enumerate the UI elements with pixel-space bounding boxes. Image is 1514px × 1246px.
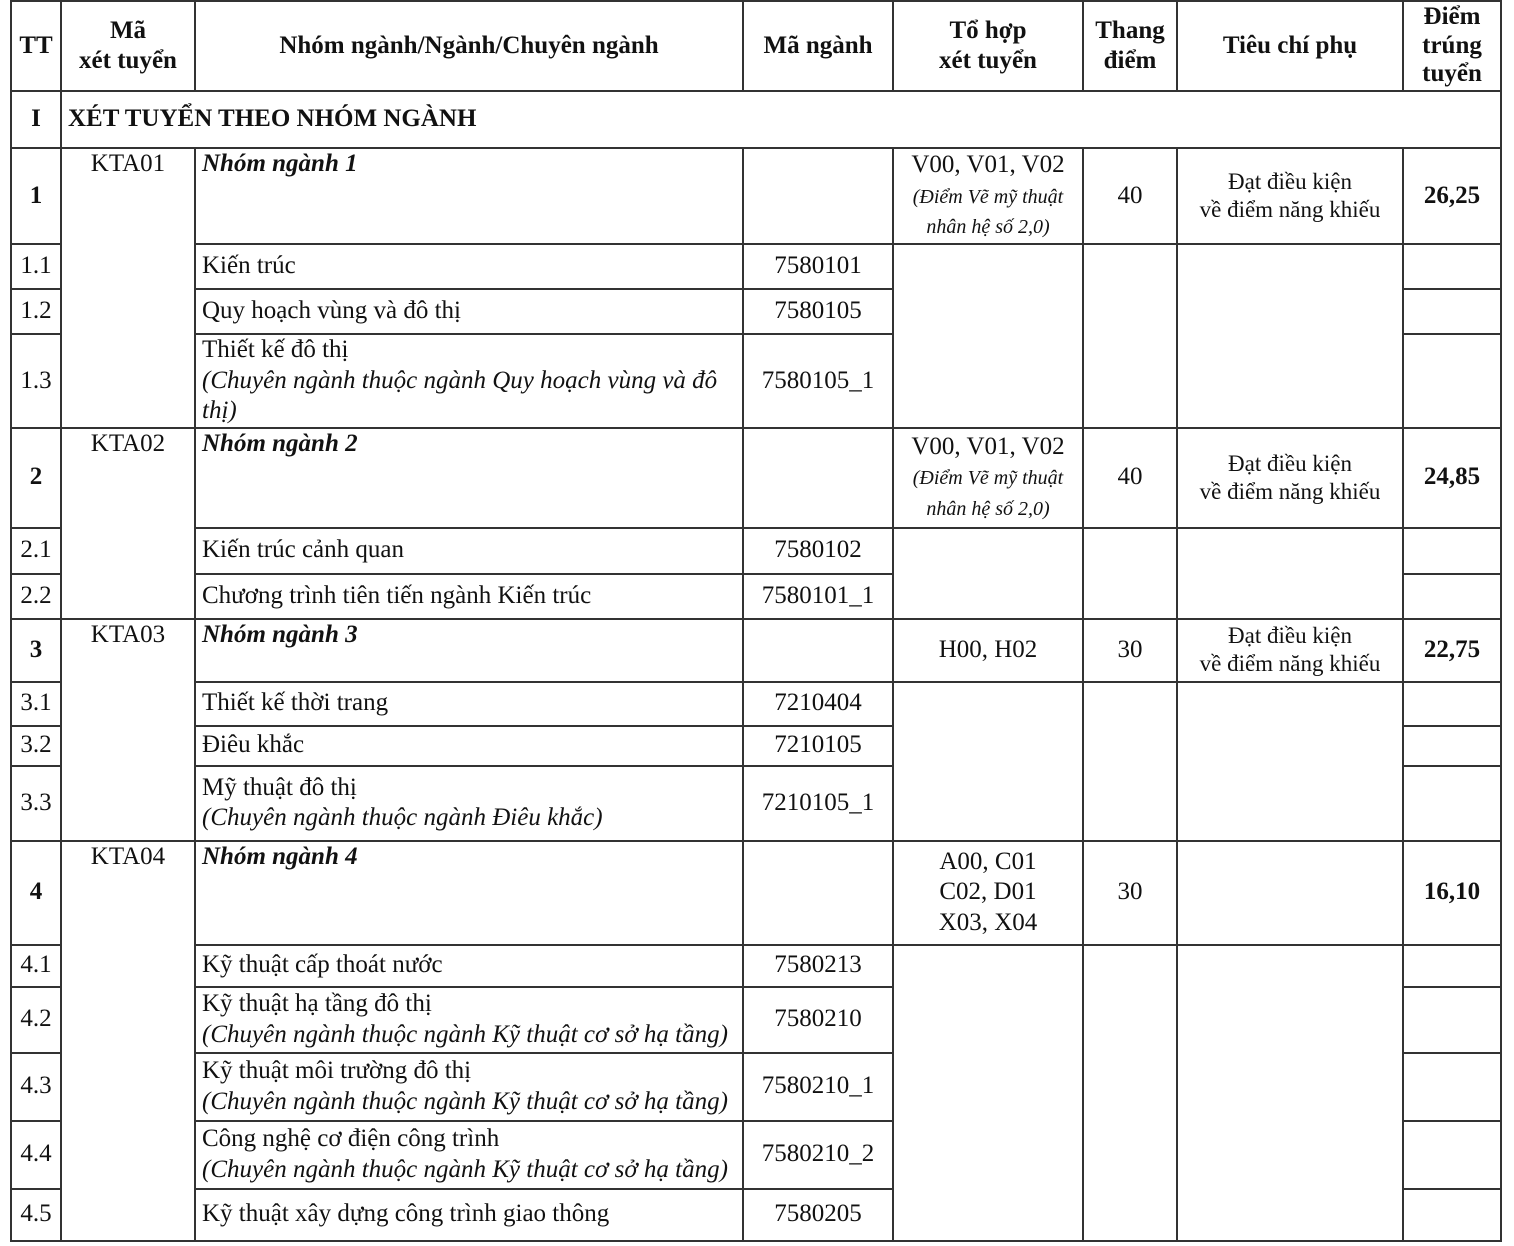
row-code: 7580210_1: [743, 1053, 893, 1121]
group-code: KTA02: [61, 428, 195, 619]
row-combo-empty: [893, 682, 1083, 841]
row-tt: 3.3: [11, 766, 61, 841]
row-name: Kiến trúc: [195, 244, 743, 289]
section-row: [11, 91, 1501, 148]
group-score: 24,85: [1403, 428, 1501, 528]
group-score: 22,75: [1403, 619, 1501, 682]
table-row: [11, 528, 1501, 574]
row-name: Công nghệ cơ điện công trình (Chuyên ngành thuộc ngành Kỹ thuật cơ sở hạ tầng): [195, 1121, 743, 1189]
group-combo: V00, V01, V02 (Điểm Vẽ mỹ thuật nhân hệ số 2,0): [893, 428, 1083, 528]
group-scale: 30: [1083, 619, 1177, 682]
row-scale-empty: [1083, 244, 1177, 428]
row-code: 7580205: [743, 1189, 893, 1241]
header-thang-diem: Thang điểm: [1083, 1, 1177, 91]
table-row: [11, 945, 1501, 987]
row-code: 7580210: [743, 987, 893, 1053]
row-tt: 1.1: [11, 244, 61, 289]
group-tt: 4: [11, 841, 61, 945]
group-code: KTA04: [61, 841, 195, 1241]
row-score-empty: [1403, 334, 1501, 428]
row-tt: 1.2: [11, 289, 61, 334]
row-tt: 1.3: [11, 334, 61, 428]
row-code: 7210105_1: [743, 766, 893, 841]
row-name: Thiết kế thời trang: [195, 682, 743, 726]
group-major-code: [743, 841, 893, 945]
table-row: [11, 244, 1501, 289]
row-score-empty: [1403, 574, 1501, 619]
row-criteria-empty: [1177, 682, 1403, 841]
admission-table: [10, 0, 1502, 1242]
row-name: Kỹ thuật xây dựng công trình giao thông: [195, 1189, 743, 1241]
row-code: 7580105_1: [743, 334, 893, 428]
group-criteria: Đạt điều kiện về điểm năng khiếu: [1177, 148, 1403, 244]
group-tt: 1: [11, 148, 61, 244]
group-code: KTA03: [61, 619, 195, 841]
row-score-empty: [1403, 987, 1501, 1053]
group-scale: 40: [1083, 428, 1177, 528]
row-combo-empty: [893, 528, 1083, 619]
group-row: [11, 841, 1501, 945]
group-name: Nhóm ngành 4: [195, 841, 743, 945]
row-code: 7580213: [743, 945, 893, 987]
group-code: KTA01: [61, 148, 195, 428]
row-name: Mỹ thuật đô thị (Chuyên ngành thuộc ngành Điêu khắc): [195, 766, 743, 841]
row-score-empty: [1403, 528, 1501, 574]
row-tt: 4.1: [11, 945, 61, 987]
group-criteria: Đạt điều kiện về điểm năng khiếu: [1177, 619, 1403, 682]
header-nhom-nganh: Nhóm ngành/Ngành/Chuyên ngành: [195, 1, 743, 91]
group-name: Nhóm ngành 2: [195, 428, 743, 528]
group-score: 26,25: [1403, 148, 1501, 244]
group-major-code: [743, 428, 893, 528]
row-score-empty: [1403, 726, 1501, 766]
row-tt: 4.5: [11, 1189, 61, 1241]
row-code: 7580105: [743, 289, 893, 334]
group-tt: 3: [11, 619, 61, 682]
row-tt: 4.4: [11, 1121, 61, 1189]
header-ma-xet-tuyen: Mã xét tuyển: [61, 1, 195, 91]
row-tt: 4.3: [11, 1053, 61, 1121]
row-tt: 2.1: [11, 528, 61, 574]
row-name: Kỹ thuật môi trường đô thị (Chuyên ngành thuộc ngành Kỹ thuật cơ sở hạ tầng): [195, 1053, 743, 1121]
header-tt: TT: [11, 1, 61, 91]
row-name: Kỹ thuật hạ tầng đô thị (Chuyên ngành thuộc ngành Kỹ thuật cơ sở hạ tầng): [195, 987, 743, 1053]
group-combo: V00, V01, V02 (Điểm Vẽ mỹ thuật nhân hệ số 2,0): [893, 148, 1083, 244]
row-scale-empty: [1083, 528, 1177, 619]
row-name: Chương trình tiên tiến ngành Kiến trúc: [195, 574, 743, 619]
group-combo: A00, C01 C02, D01 X03, X04: [893, 841, 1083, 945]
row-score-empty: [1403, 682, 1501, 726]
group-row: [11, 428, 1501, 528]
row-score-empty: [1403, 1053, 1501, 1121]
group-scale: 40: [1083, 148, 1177, 244]
row-score-empty: [1403, 244, 1501, 289]
row-name: Thiết kế đô thị (Chuyên ngành thuộc ngành Quy hoạch vùng và đô thị): [195, 334, 743, 428]
header-tieu-chi: Tiêu chí phụ: [1177, 1, 1403, 91]
row-name: Điêu khắc: [195, 726, 743, 766]
header-ma-nganh: Mã ngành: [743, 1, 893, 91]
group-major-code: [743, 619, 893, 682]
row-name: Kiến trúc cảnh quan: [195, 528, 743, 574]
table-row: [11, 682, 1501, 726]
group-row: [11, 148, 1501, 244]
row-criteria-empty: [1177, 244, 1403, 428]
section-title: XÉT TUYỂN THEO NHÓM NGÀNH: [61, 91, 1501, 148]
group-score: 16,10: [1403, 841, 1501, 945]
group-name: Nhóm ngành 3: [195, 619, 743, 682]
row-score-empty: [1403, 945, 1501, 987]
row-scale-empty: [1083, 682, 1177, 841]
group-major-code: [743, 148, 893, 244]
row-criteria-empty: [1177, 945, 1403, 1241]
group-row: [11, 619, 1501, 682]
group-criteria: [1177, 841, 1403, 945]
row-score-empty: [1403, 289, 1501, 334]
row-combo-empty: [893, 244, 1083, 428]
section-tt: I: [11, 91, 61, 148]
row-score-empty: [1403, 1189, 1501, 1241]
row-code: 7580101: [743, 244, 893, 289]
group-name: Nhóm ngành 1: [195, 148, 743, 244]
row-tt: 4.2: [11, 987, 61, 1053]
group-tt: 2: [11, 428, 61, 528]
row-score-empty: [1403, 1121, 1501, 1189]
row-scale-empty: [1083, 945, 1177, 1241]
row-code: 7210105: [743, 726, 893, 766]
group-combo: H00, H02: [893, 619, 1083, 682]
header-row: [11, 1, 1501, 91]
header-diem-trung-tuyen: Điểm trúng tuyển: [1403, 1, 1501, 91]
row-tt: 3.2: [11, 726, 61, 766]
row-criteria-empty: [1177, 528, 1403, 619]
row-tt: 3.1: [11, 682, 61, 726]
row-code: 7210404: [743, 682, 893, 726]
row-name: Kỹ thuật cấp thoát nước: [195, 945, 743, 987]
header-to-hop: Tổ hợp xét tuyển: [893, 1, 1083, 91]
row-score-empty: [1403, 766, 1501, 841]
row-code: 7580210_2: [743, 1121, 893, 1189]
row-code: 7580101_1: [743, 574, 893, 619]
row-code: 7580102: [743, 528, 893, 574]
group-scale: 30: [1083, 841, 1177, 945]
row-name: Quy hoạch vùng và đô thị: [195, 289, 743, 334]
row-tt: 2.2: [11, 574, 61, 619]
group-criteria: Đạt điều kiện về điểm năng khiếu: [1177, 428, 1403, 528]
row-combo-empty: [893, 945, 1083, 1241]
